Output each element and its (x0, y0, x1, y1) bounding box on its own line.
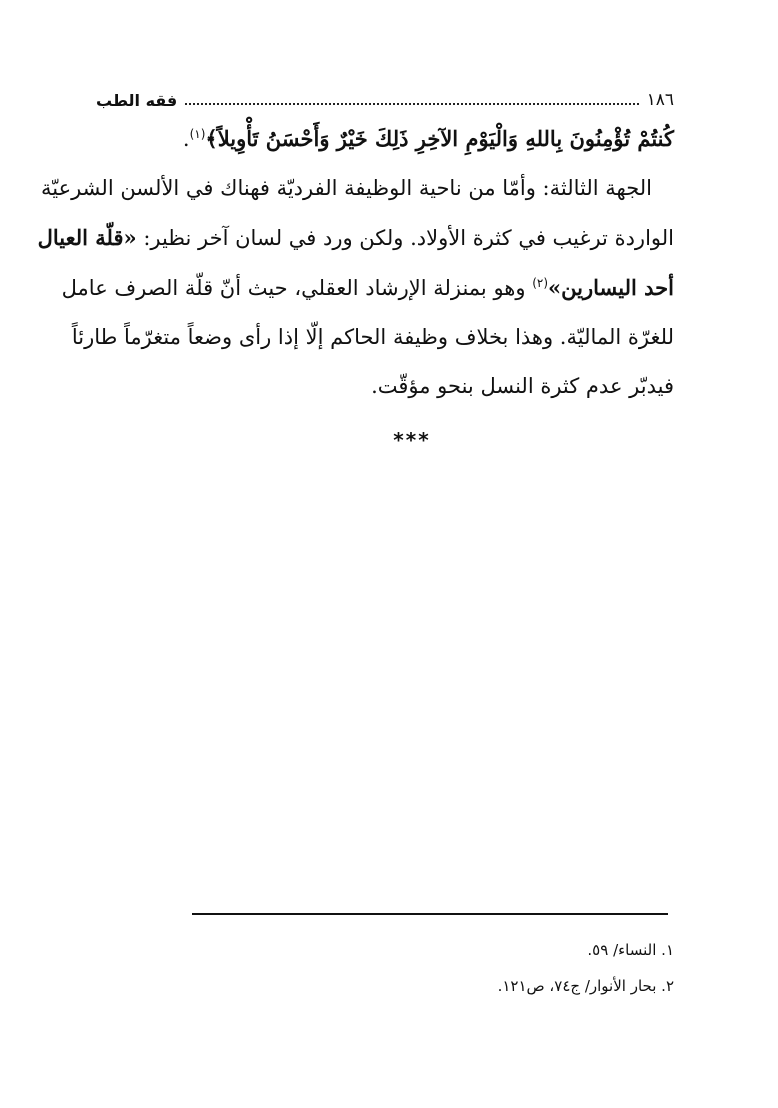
section-separator: *** (393, 428, 431, 452)
body-line-1 (96, 114, 674, 164)
page-number: ١٨٦ (646, 90, 674, 110)
body-line-6: فيدبّر عدم كثرة النسل بنحو مؤقّت. (371, 374, 674, 398)
page-header (96, 84, 674, 110)
hadith-quote-end: أحد اليسارين» (548, 275, 674, 300)
footnote-divider (192, 913, 668, 915)
body-line-4 (61, 263, 674, 313)
line1-period: . (182, 127, 190, 151)
footnote-1: ١. النساء/ ٥٩. (587, 941, 674, 959)
body-line-3 (37, 213, 674, 263)
footnote-ref-1: (١) (189, 127, 206, 141)
line4-text: وهو بمنزلة الإرشاد العقلي، حيث أنّ قلّة الصرف عامل (61, 276, 526, 300)
body-line-2: الجهة الثالثة: وأمّا من ناحية الوظيفة الفرديّة فهناك في الألسن الشرعيّة (40, 176, 652, 200)
footnote-ref-2: (٢) (532, 276, 549, 290)
footnote-2: ٢. بحار الأنوار/ ج٧٤، ص١٢١. (497, 977, 674, 995)
running-title: فقه الطب (96, 91, 178, 110)
header-dotted-leader (185, 103, 638, 105)
line3-text: الواردة ترغيب في كثرة الأولاد. ولكن ورد في لسان آخر نظير: (143, 226, 674, 250)
quran-verse: كُنتُمْ تُؤْمِنُونَ بِاللهِ وَالْيَوْمِ الآخِرِ ذَلِكَ خَيْرٌ وَأَحْسَنُ تَأْوِيلاً﴾ (205, 126, 674, 151)
hadith-quote-start: «قلّة العيال (37, 225, 137, 250)
body-line-5: للغرّة الماليّة. وهذا بخلاف وظيفة الحاكم إلّا إذا رأى وضعاً متغرّماً طارئاً (71, 325, 674, 349)
footnotes (96, 932, 674, 1004)
body-text (37, 114, 674, 411)
